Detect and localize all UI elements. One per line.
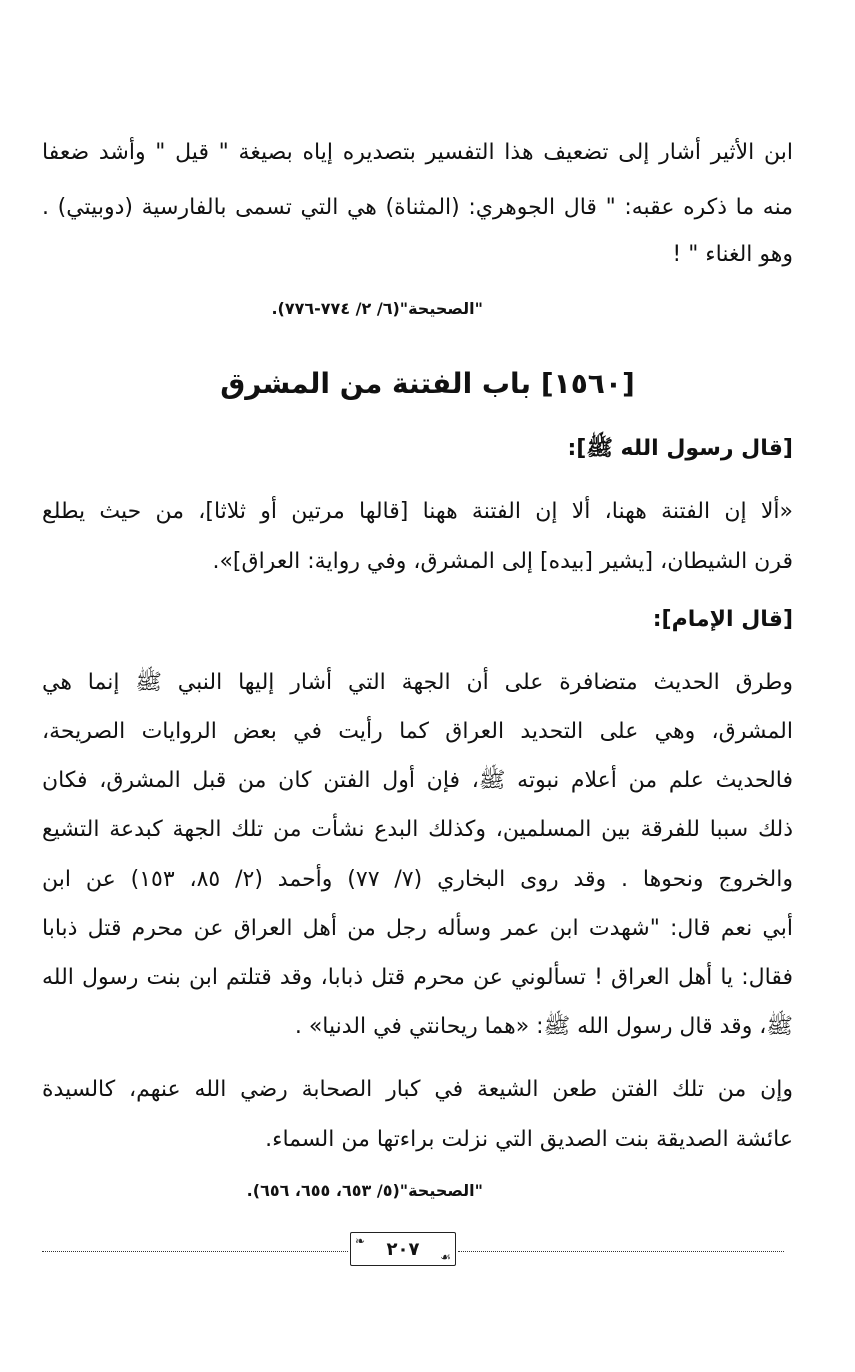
- text-line: وإن من تلك الفتن طعن الشيعة في كبار الصحابة رضي الله عنهم، كالسيدة: [42, 1077, 793, 1102]
- text-line: منه ما ذكره عقبه: " قال الجوهري: (المثناة) هي التي تسمى بالفارسية (دوبيتي) .: [42, 195, 793, 220]
- frame-ornament-icon: ☙: [440, 1250, 451, 1264]
- text-line: المشرق، وهي على التحديد العراق كما رأيت في بعض الروايات الصريحة،: [42, 719, 793, 744]
- text-line: فقال: يا أهل العراق ! تسألوني عن محرم قتل ذبابا، وقد قتلتم ابن بنت رسول الله: [42, 965, 793, 990]
- page-number: ٢٠٧: [386, 1238, 420, 1260]
- text-line: فالحديث علم من أعلام نبوته ﷺ، فإن أول الفتن كان من قبل المشرق، فكان: [42, 768, 793, 793]
- text-line: وطرق الحديث متضافرة على أن الجهة التي أشار إليها النبي ﷺ إنما هي: [42, 670, 793, 695]
- footer-rule-left: [42, 1251, 348, 1252]
- section-heading: [قال رسول الله ﷺ]:: [567, 436, 793, 461]
- hadith-line: «ألا إن الفتنة ههنا، ألا إن الفتنة ههنا [قالها مرتين أو ثلاثا]، من حيث يطلع: [42, 499, 793, 524]
- text-line: أبي نعم قال: "شهدت ابن عمر وسأله رجل من أهل العراق عن محرم قتل ذبابا: [42, 916, 793, 941]
- footer-rule-right: [458, 1251, 784, 1252]
- section-heading: [قال الإمام]:: [652, 607, 793, 632]
- text-line: ابن الأثير أشار إلى تضعيف هذا التفسير بتصديره إياه بصيغة " قيل " وأشد ضعفا: [42, 140, 793, 165]
- text-line: وهو الغناء " !: [672, 242, 793, 267]
- source-reference: "الصحيحة"(٦/ ٢/ ٧٧٤-٧٧٦).: [271, 299, 483, 318]
- text-line: ذلك سببا للفرقة بين المسلمين، وكذلك البدع نشأت من تلك الجهة كبدعة التشيع: [42, 817, 793, 842]
- hadith-line: قرن الشيطان، [يشير [بيده] إلى المشرق، وفي رواية: العراق]».: [212, 549, 793, 574]
- text-line: ﷺ، وقد قال رسول الله ﷺ: «هما ريحانتي في الدنيا» .: [294, 1014, 793, 1039]
- frame-ornament-icon: ❧: [355, 1234, 366, 1248]
- page-number-frame: [350, 1232, 456, 1266]
- text-line: والخروج ونحوها . وقد روى البخاري (٧/ ٧٧) وأحمد (٢/ ٨٥، ١٥٣) عن ابن: [42, 867, 793, 892]
- section-title: [١٥٦٠] باب الفتنة من المشرق: [220, 367, 635, 400]
- text-line: عائشة الصديقة بنت الصديق التي نزلت براءتها من السماء.: [265, 1127, 793, 1152]
- source-reference: "الصحيحة"(٥/ ٦٥٣، ٦٥٥، ٦٥٦).: [246, 1181, 483, 1200]
